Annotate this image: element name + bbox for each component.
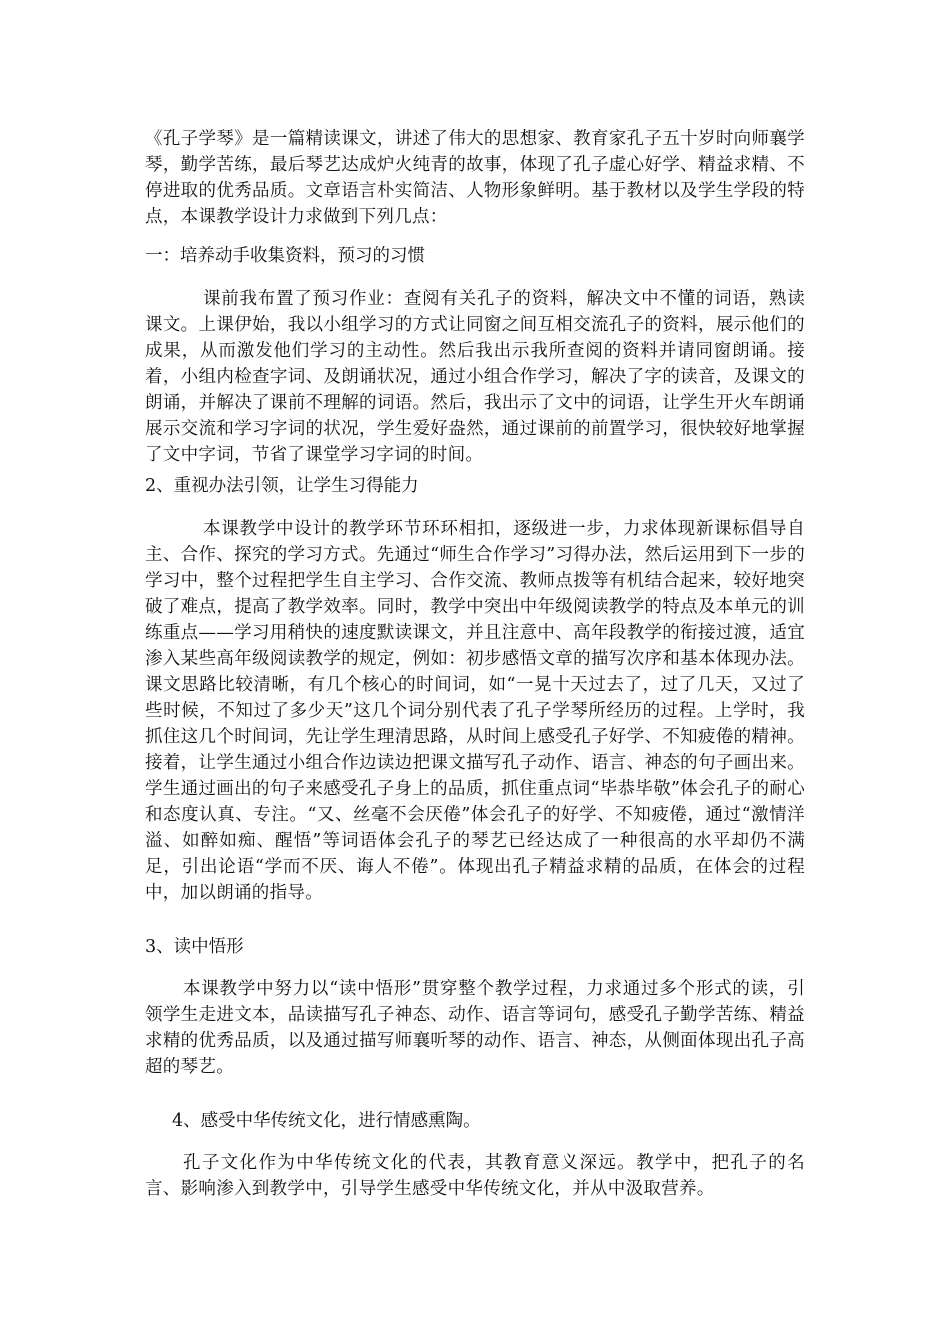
section-1-body: 课前我布置了预习作业：查阅有关孔子的资料，解决文中不懂的词语，熟读课文。上课伊始，我以小组学习的方式让同窗之间互相交流孔子的资料，展示他们的成果，从而激发他们学习的主动性。然后我出示我所查阅的资料并请同窗朗诵。接着，小组内检查字词、及朗诵状况，通过小组合作学习，解决了字的读音，及课文的朗诵，并解决了课前不理解的词语。然后，我出示了文中的词语，让学生开火车朗诵展示交流和学习字词的状况，学生爱好盎然，通过课前的前置学习，很快较好地掌握了文中字词，节省了课堂学习字词的时间。 (145, 289, 805, 465)
section-3-body: 本课教学中努力以“读中悟形”贯穿整个教学过程，力求通过多个形式的读，引领学生走进文本，品读描写孔子神态、动作、语言等词句，感受孔子勤学苦练、精益求精的优秀品质，以及通过描写师襄听琴的动作、语言、神态，从侧面体现出孔子高超的琴艺。 (145, 979, 805, 1077)
intro-paragraph: 《孔子学琴》是一篇精读课文，讲述了伟大的思想家、教育家孔子五十岁时向师襄学琴，勤学苦练，最后琴艺达成炉火纯青的故事，体现了孔子虚心好学、精益求精、不停进取的优秀品质。文章语言朴实简洁、人物形象鲜明。基于教材以及学生学段的特点，本课教学设计力求做到下列几点： (145, 129, 805, 227)
section-2-body: 本课教学中设计的教学环节环环相扣，逐级进一步，力求体现新课标倡导自主、合作、探究的学习方式。先通过“师生合作学习”习得办法，然后运用到下一步的学习中，整个过程把学生自主学习、合作交流、教师点拨等有机结合起来，较好地突破了难点，提高了教学效率。同时，教学中突出中年级阅读教学的特点及本单元的训练重点——学习用稍快的速度默读课文，并且注意中、高年段教学的衔接过渡，适宜渗入某些高年级阅读教学的规定，例如：初步感悟文章的描写次序和基本体现办法。课文思路比较清晰，有几个核心的时间词，如“一晃十天过去了，过了几天，又过了些时候，不知过了多少天”这几个词分别代表了孔子学琴所经历的过程。上学时，我抓住这几个时间词，先让学生理清思路，从时间上感受孔子好学、不知疲倦的精神。接着，让学生通过小组合作边读边把课文描写孔子动作、语言、神态的句子画出来。学生通过画出的句子来感受孔子身上的品质，抓住重点词“毕恭毕敬”体会孔子的耐心和态度认真、专注。“又、丝毫不会厌倦”体会孔子的好学、不知疲倦，通过“激情洋溢、如醉如痴、醒悟”等词语体会孔子的琴艺已经达成了一种很高的水平却仍不满足，引出论语“学而不厌、诲人不倦”。体现出孔子精益求精的品质，在体会的过程中，加以朗诵的指导。 (145, 519, 805, 903)
section-4-heading: 4、感受中华传统文化，进行情感熏陶。 (172, 1111, 481, 1131)
section-1-heading: 一：培养动手收集资料，预习的习惯 (145, 246, 425, 266)
section-4-body: 孔子文化作为中华传统文化的代表，其教育意义深远。教学中，把孔子的名言、影响渗入到教学中，引导学生感受中华传统文化，并从中汲取营养。 (145, 1153, 805, 1199)
section-3-heading: 3、读中悟形 (145, 937, 244, 957)
section-2-heading: 2、重视办法引领，让学生习得能力 (145, 476, 419, 496)
